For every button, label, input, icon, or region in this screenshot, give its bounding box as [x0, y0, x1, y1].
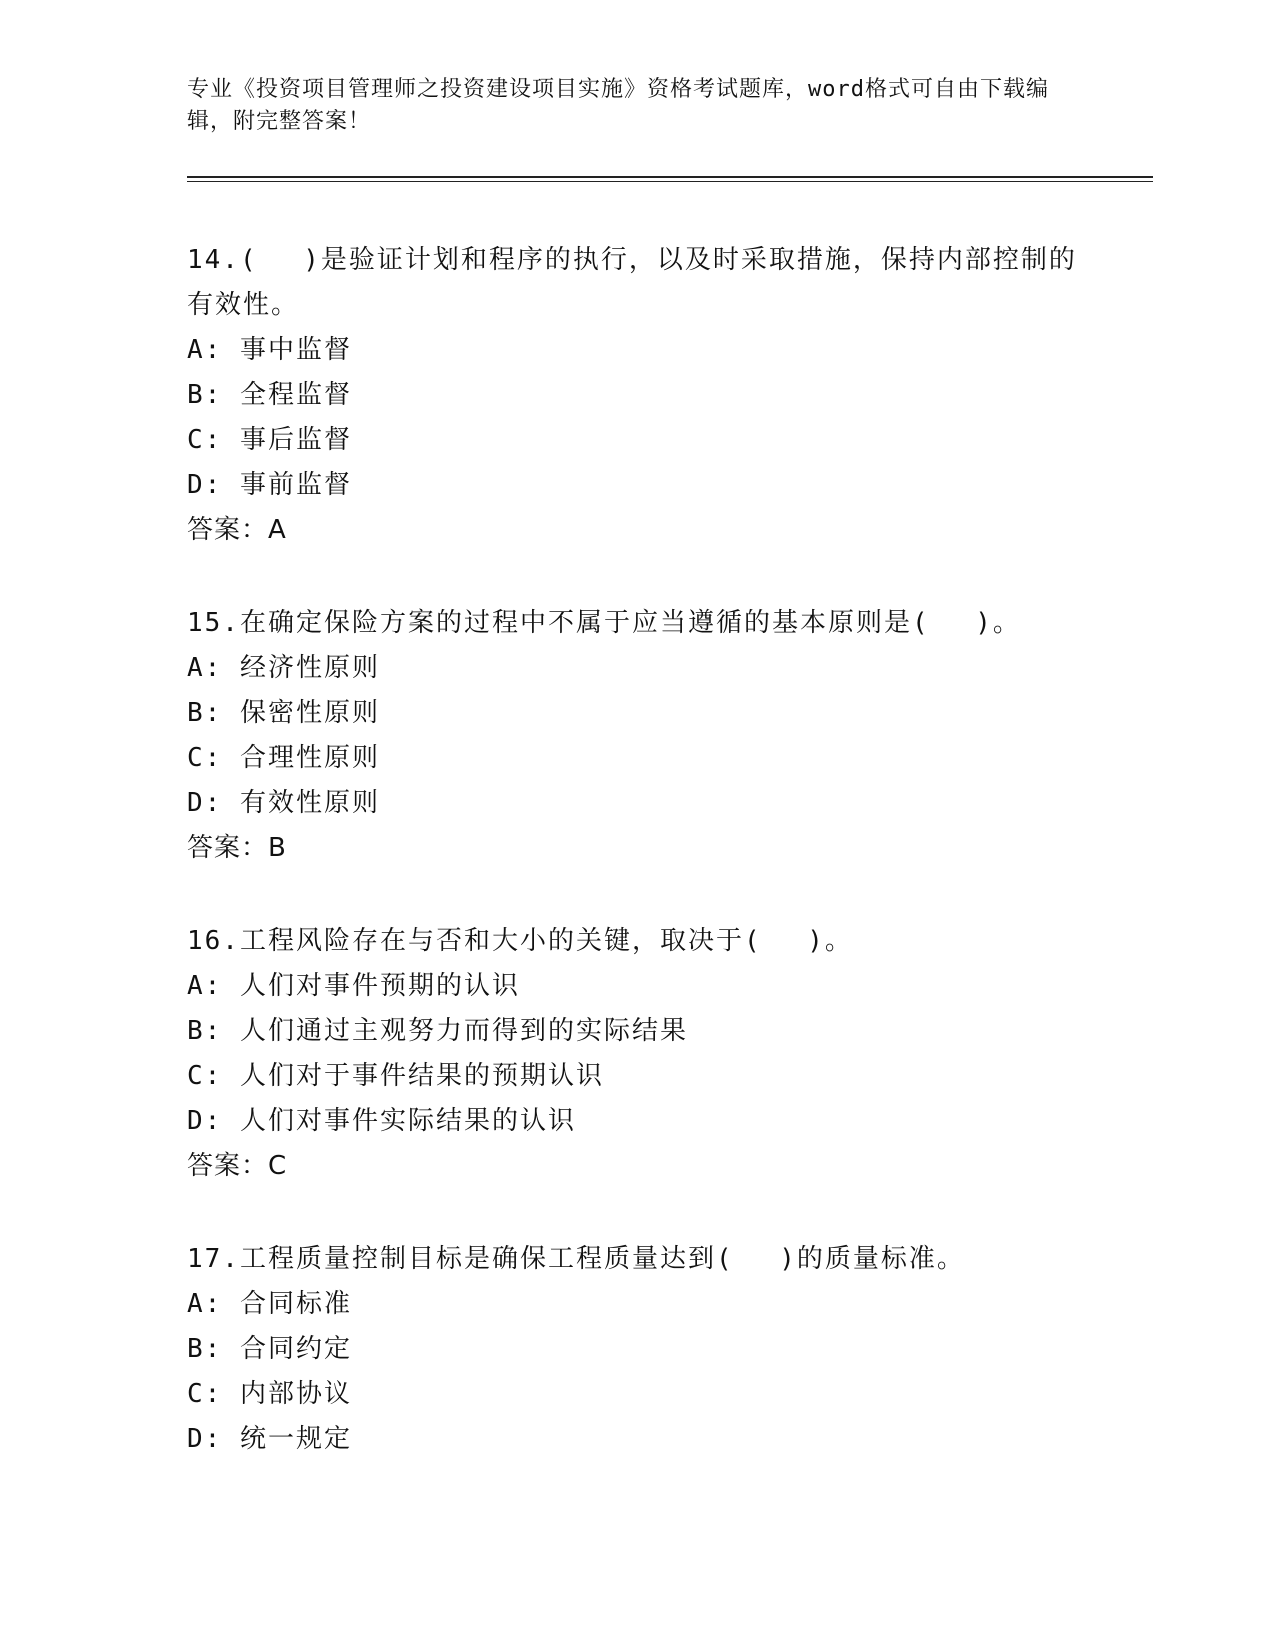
question-14	[187, 238, 1087, 553]
question-stem: 16.工程风险存在与否和大小的关键，取决于( )。	[187, 926, 853, 956]
header-divider	[187, 176, 1153, 178]
option-a: A: 事中监督	[187, 335, 352, 365]
header-note: 专业《投资项目管理师之投资建设项目实施》资格考试题库，word格式可自由下载编辑，附完整答案！	[187, 77, 1049, 134]
question-stem: 15.在确定保险方案的过程中不属于应当遵循的基本原则是( )。	[187, 608, 1021, 638]
option-d: D: 有效性原则	[187, 788, 380, 818]
answer: 答案：C	[187, 1151, 288, 1181]
option-d: D: 统一规定	[187, 1424, 352, 1454]
question-15	[187, 601, 1087, 871]
option-c: C: 内部协议	[187, 1379, 352, 1409]
option-a: A: 人们对事件预期的认识	[187, 971, 520, 1001]
question-16	[187, 919, 1087, 1189]
option-a: A: 经济性原则	[187, 653, 380, 683]
option-b: B: 保密性原则	[187, 698, 380, 728]
option-a: A: 合同标准	[187, 1289, 352, 1319]
option-c: C: 合理性原则	[187, 743, 380, 773]
option-b: B: 人们通过主观努力而得到的实际结果	[187, 1016, 688, 1046]
option-b: B: 合同约定	[187, 1334, 352, 1364]
answer: 答案：B	[187, 833, 287, 863]
option-b: B: 全程监督	[187, 380, 352, 410]
option-c: C: 事后监督	[187, 425, 352, 455]
option-d: D: 事前监督	[187, 470, 352, 500]
option-c: C: 人们对于事件结果的预期认识	[187, 1061, 604, 1091]
option-d: D: 人们对事件实际结果的认识	[187, 1106, 576, 1136]
question-list	[187, 238, 1087, 1510]
header-divider-thin	[187, 181, 1153, 182]
answer: 答案：A	[187, 515, 287, 545]
question-stem: 17.工程质量控制目标是确保工程质量达到( )的质量标准。	[187, 1244, 965, 1274]
question-17	[187, 1237, 1087, 1462]
question-stem: 14.( )是验证计划和程序的执行，以及时采取措施，保持内部控制的有效性。	[187, 245, 1077, 320]
